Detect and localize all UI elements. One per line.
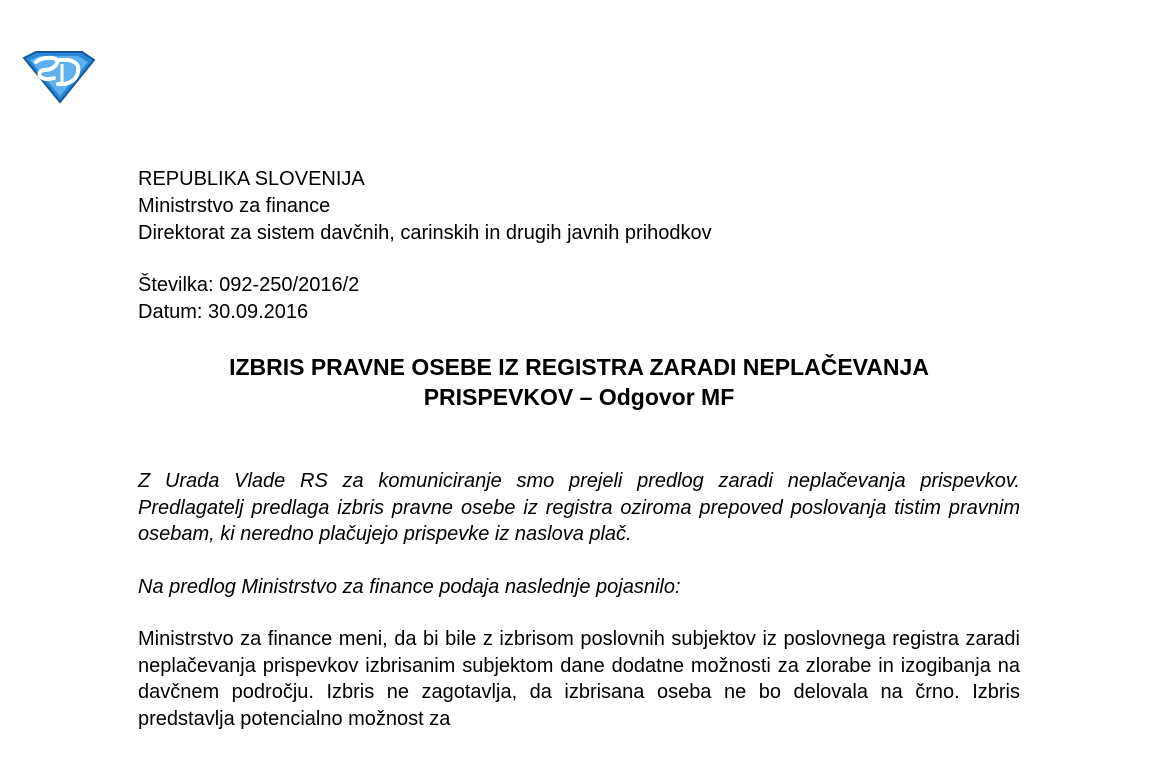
sd-logo-icon	[22, 48, 96, 104]
document-header	[138, 166, 712, 326]
paragraph-response: Ministrstvo za finance meni, da bi bile z izbrisom poslovnih subjektov iz poslovnega registra zaradi neplačevanja prispevkov izbrisanim subjektom dane dodatne možnosti za zlorabe in izogibanja na davčnem področju. Izbris ne zagotavlja, da izbrisana oseba ne bo delovala na črno. Izbris predstavlja potencialno možnost za	[138, 628, 1020, 730]
country-name: REPUBLIKA SLOVENIJA	[138, 168, 365, 190]
directorate-name: Direktorat za sistem davčnih, carinskih in drugih javnih prihodkov	[138, 222, 712, 244]
paragraph-proposal: Z Urada Vlade RS za komuniciranje smo prejeli predlog zaradi neplačevanja prispevkov. Predlagatelj predlaga izbris pravne osebe iz registra oziroma prepoved poslovanja tistim pravnim osebam, ki neredno plačujejo prispevke iz naslova plač.	[138, 470, 1020, 545]
title-line-2: PRISPEVKOV – Odgovor MF	[423, 384, 735, 410]
paragraph-intro: Na predlog Ministrstvo za finance podaja naslednje pojasnilo:	[138, 575, 681, 598]
document-title	[138, 352, 1020, 412]
document-number: Številka: 092-250/2016/2	[138, 274, 360, 296]
document-date: Datum: 30.09.2016	[138, 301, 309, 323]
title-line-1: IZBRIS PRAVNE OSEBE IZ REGISTRA ZARADI NEPLAČEVANJA	[229, 354, 929, 380]
ministry-name: Ministrstvo za finance	[138, 195, 331, 217]
document-body	[138, 468, 1020, 758]
